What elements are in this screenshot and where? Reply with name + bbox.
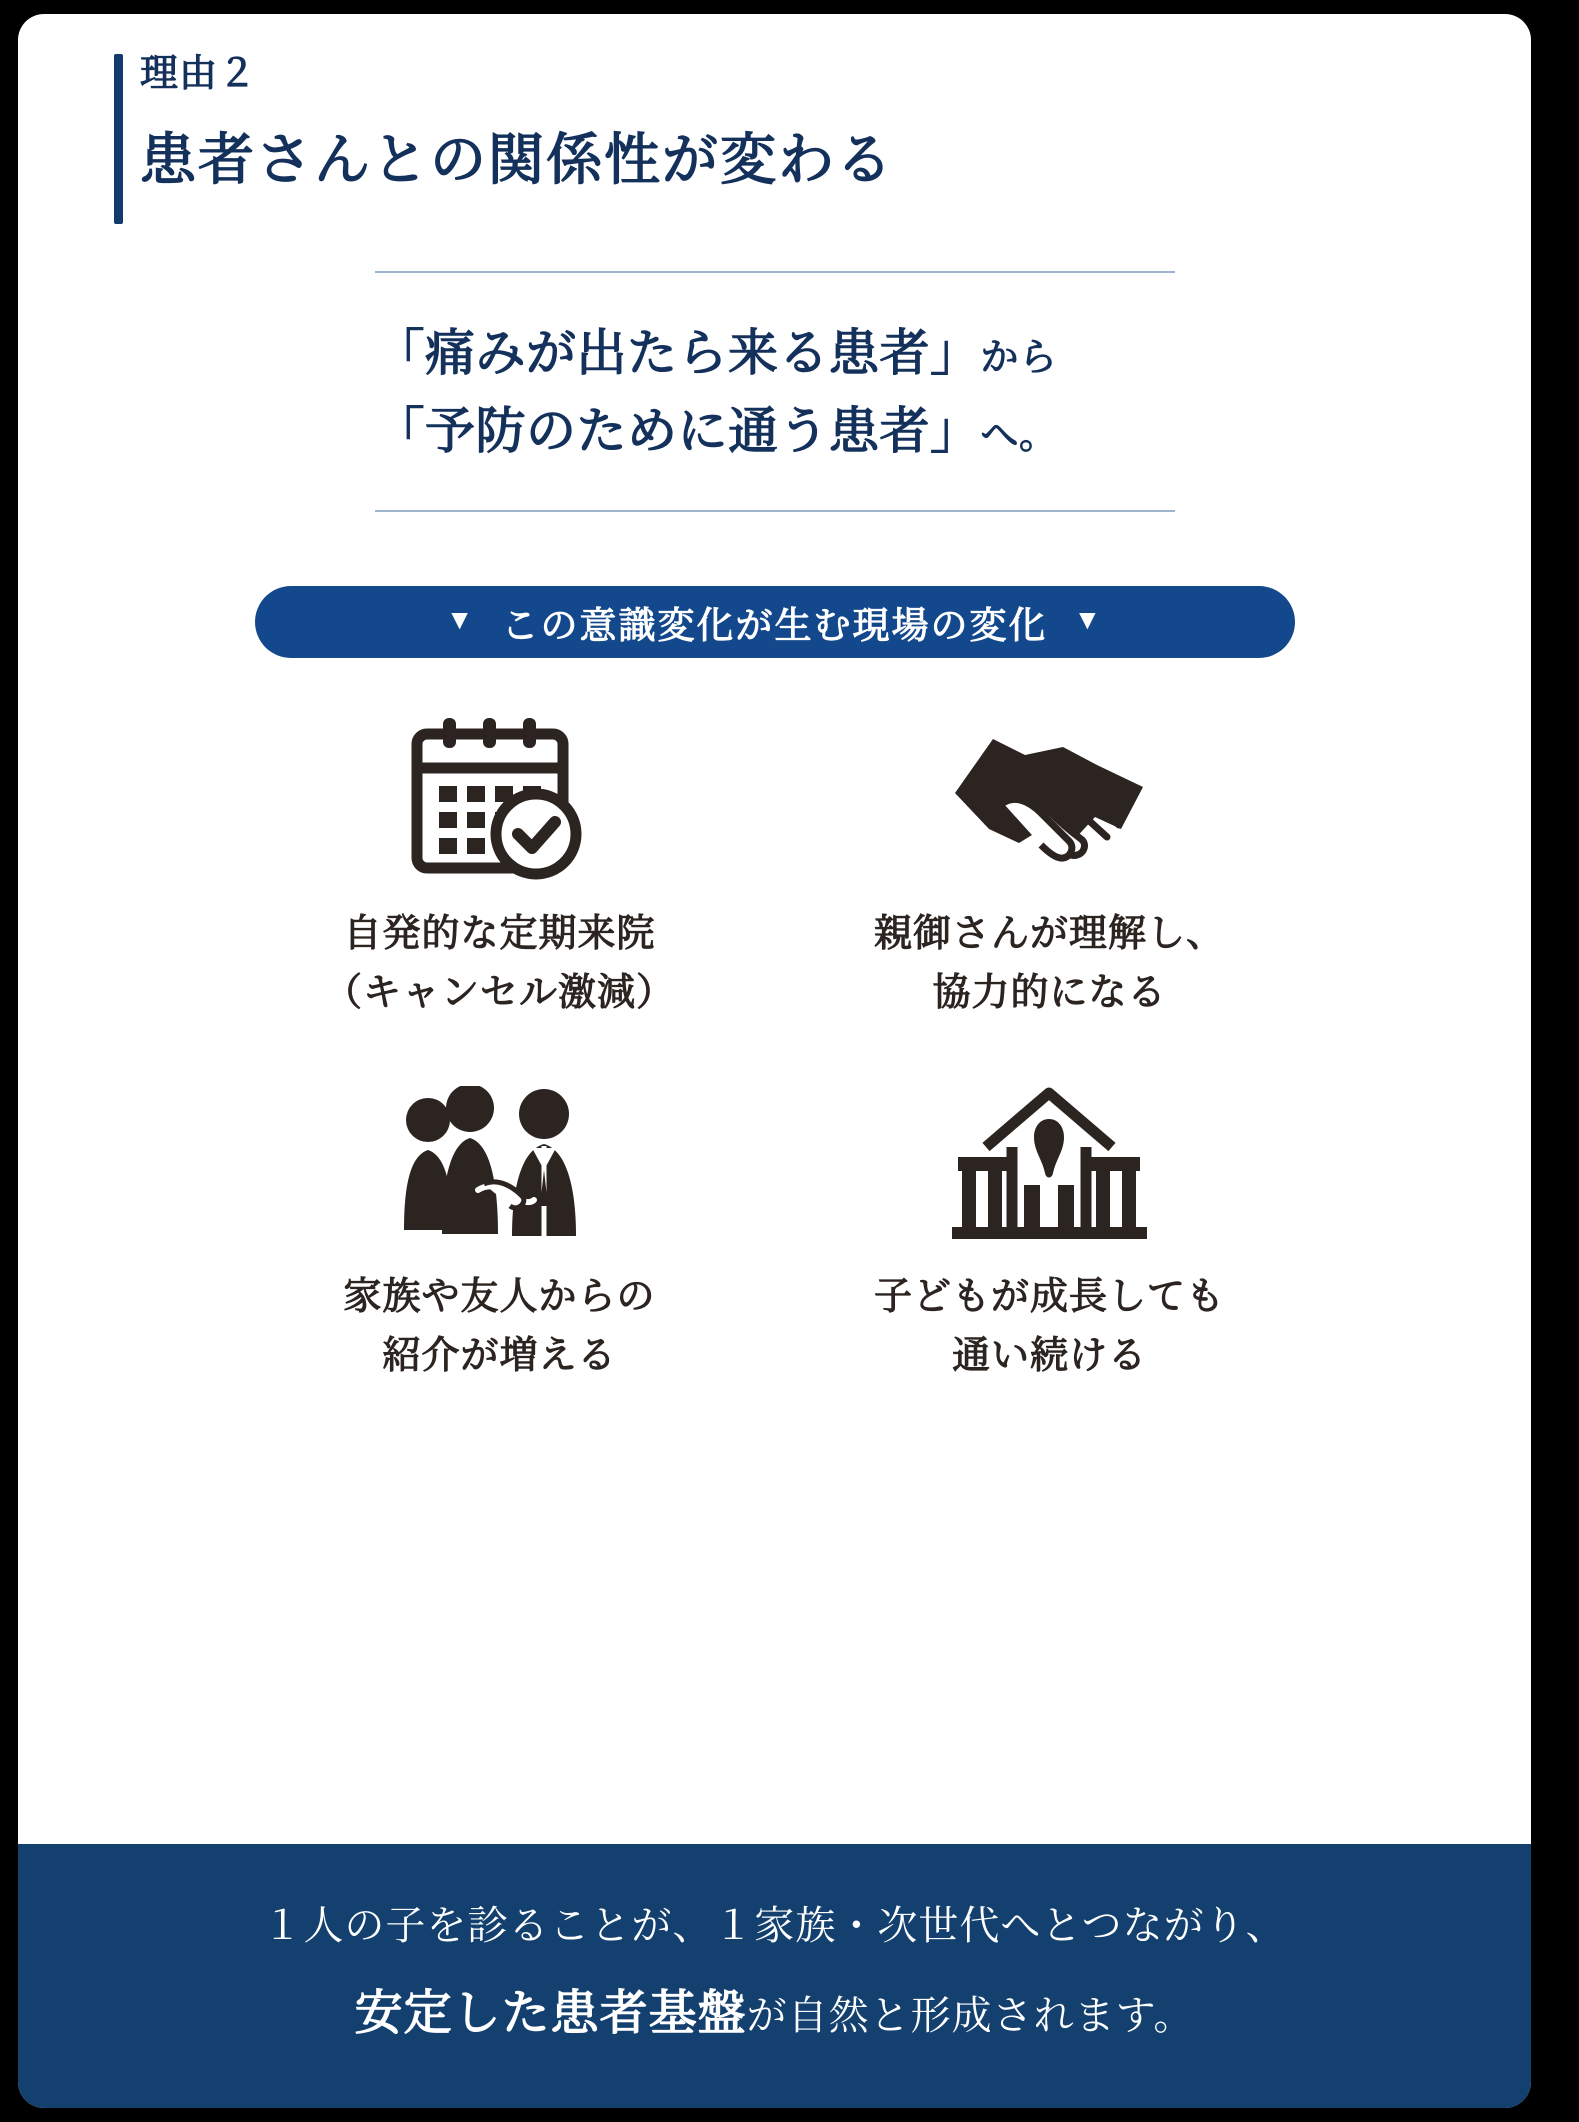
grid-item [225,1071,775,1386]
calendar-check-icon [405,708,595,893]
grid-item-label [874,905,1225,1023]
grid-item-label [324,905,675,1023]
page-title: 患者さんとの関係性が変わる [140,128,894,192]
quote-line-1 [375,315,1175,393]
slide-content [18,14,1531,1844]
quote-block [375,271,1175,512]
grid-item-label-line1: 子どもが成長しても [873,1276,1225,1319]
footer-rest: が自然と形成されます。 [746,1994,1195,2038]
quote-bottom-rule [375,510,1175,512]
benefits-grid [225,708,1325,1386]
grid-item [225,708,775,1023]
section-banner [255,586,1295,658]
quote-line-1-strong: 「痛みが出たら来る患者」 [374,325,981,382]
grid-item-label [874,1268,1225,1386]
grid-item-label-line2: 協力的になる [932,972,1167,1015]
banner-wrap [18,586,1531,658]
header [18,14,1531,195]
people-handshake-icon [392,1071,607,1256]
footer-highlight: 安定した患者基盤 [354,1987,747,2040]
grid-item [775,708,1325,1023]
triangle-down-left-icon: ▼ [445,604,476,636]
quote-line-1-suffix: から [980,337,1058,380]
quote-line-2 [375,393,1175,471]
reason-label: 理由２ [140,53,258,95]
footer-summary [18,1844,1531,2108]
grid-item-label-line2: 通い続ける [951,1335,1147,1378]
grid-item-label-line1: 自発的な定期来院 [343,913,656,956]
quote-line-2-suffix: へ。 [980,414,1058,457]
dental-clinic-building-icon [942,1071,1157,1256]
grid-item [775,1071,1325,1386]
slide-card [18,14,1531,2108]
quote-line-2-strong: 「予防のために通う患者」 [374,402,981,459]
footer-line-2 [18,1978,1531,2050]
grid-item-label-line1: 家族や友人からの [343,1276,656,1319]
grid-item-label-line1: 親御さんが理解し、 [873,913,1225,956]
grid-item-label [343,1268,655,1386]
grid-item-label-line2: 紹介が増える [382,1335,617,1378]
header-accent-bar [114,54,123,224]
handshake-icon [945,708,1155,893]
grid-item-label-line2: （キャンセル激減） [323,972,675,1015]
quote-text [375,273,1175,510]
footer-line-1: １人の子を診ることが、１家族・次世代へとつながり、 [262,1904,1287,1948]
triangle-down-right-icon: ▼ [1073,604,1104,636]
banner-label: この意識変化が生む現場の変化 [501,605,1048,647]
